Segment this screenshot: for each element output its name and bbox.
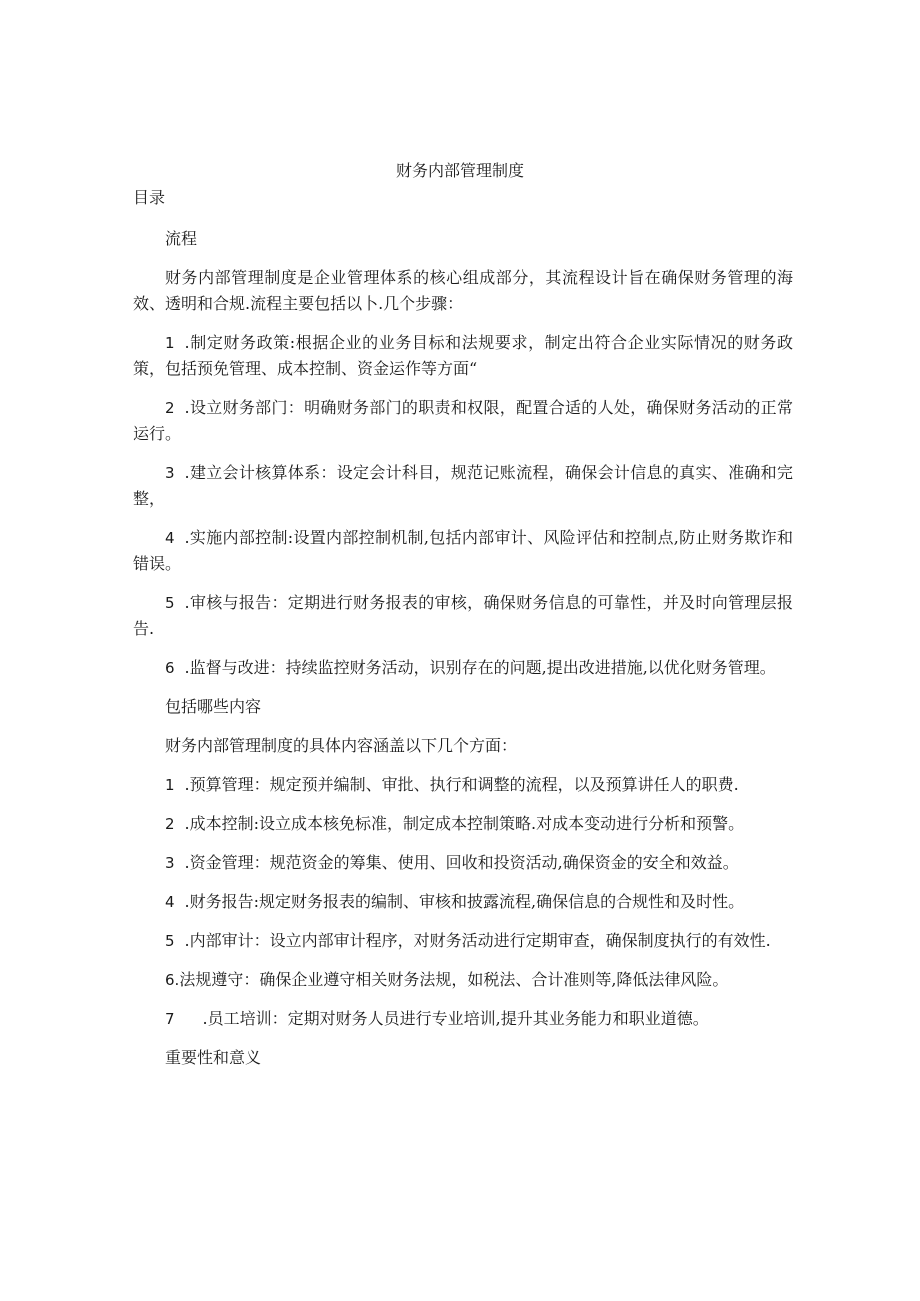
item-number: 7: [165, 1010, 175, 1028]
item-text: .成本控制:设立成本核免标准，制定成本控制策略.对成本变动进行分析和预警。: [184, 814, 745, 833]
item-number: 5: [165, 932, 175, 950]
step-number: 5: [165, 594, 175, 612]
section-heading-significance: 重要性和意义: [165, 1048, 262, 1067]
process-intro: 财务内部管理制度是企业管理体系的核心组成部分，其流程设计旨在确保财务管理的海效、透明和合规.流程主要包括以卜.几个步骤：: [133, 268, 793, 313]
toc-label: 目录: [133, 188, 166, 207]
step-text: .监督与改进：持续监控财务活动，识别存在的问题,提出改进措施,以优化财务管理。: [184, 658, 776, 677]
contents-item: [133, 928, 793, 954]
item-number: 2: [165, 815, 175, 833]
step-text: .实施内部控制:设置内部控制机制,包括内部审计、风险评估和控制点,防止财务欺诈和错误。: [133, 528, 793, 573]
step-number: 1: [165, 334, 175, 352]
process-step: [133, 330, 793, 382]
step-text: .建立会计核算体系：设定会计科目，规范记账流程，确保会计信息的真实、准确和完整，: [133, 463, 793, 508]
process-step: [133, 460, 793, 512]
step-text: .设立财务部门：明确财务部门的职责和权限，配置合适的人处，确保财务活动的正常运行。: [133, 398, 793, 443]
process-step: [133, 655, 793, 681]
section-heading-contents: 包括哪些内容: [165, 697, 262, 716]
item-number: 3: [165, 854, 175, 872]
contents-item: [133, 772, 793, 798]
item-number: 6.: [165, 971, 180, 989]
item-number: 4: [165, 893, 175, 911]
contents-item: [133, 967, 793, 993]
document-title: 财务内部管理制度: [395, 161, 524, 180]
step-text: .制定财务政策:根据企业的业务目标和法规要求，制定出符合企业实际情况的财务政策，包括预免管理、成本控制、资金运作等方面“: [133, 333, 793, 378]
step-number: 3: [165, 464, 175, 482]
section-heading-process: 流程: [165, 229, 198, 248]
step-text: .审核与报告：定期进行财务报表的审核，确保财务信息的可靠性，并及时向管理层报告.: [133, 593, 793, 638]
contents-item: [133, 1006, 793, 1032]
item-number: 1: [165, 776, 175, 794]
item-text: .财务报告:规定财务报表的编制、审核和披露流程,确保信息的合规性和及时性。: [184, 892, 745, 911]
document-body: [133, 226, 793, 1084]
item-text: 法规遵守：确保企业遵守相关财务法规，如税法、合计准则等,降低法律风险。: [179, 970, 729, 989]
step-number: 2: [165, 399, 175, 417]
process-step: [133, 590, 793, 642]
item-text: .资金管理：规范资金的筹集、使用、回收和投资活动,确保资金的安全和效益。: [184, 853, 739, 872]
contents-item: [133, 850, 793, 876]
process-step: [133, 395, 793, 447]
item-text: .预算管理：规定预并编制、审批、执行和调整的流程，以及预算讲任人的职费.: [184, 775, 739, 794]
process-step: [133, 525, 793, 577]
item-text: .员工培训：定期对财务人员进行专业培训,提升其业务能力和职业道德。: [202, 1009, 709, 1028]
contents-item: [133, 889, 793, 915]
contents-intro: 财务内部管理制度的具体内容涵盖以下几个方面：: [165, 736, 518, 755]
step-number: 6: [165, 659, 175, 677]
item-text: .内部审计：设立内部审计程序，对财务活动进行定期审查，确保制度执行的有效性.: [184, 931, 771, 950]
step-number: 4: [165, 529, 175, 547]
contents-item: [133, 811, 793, 837]
